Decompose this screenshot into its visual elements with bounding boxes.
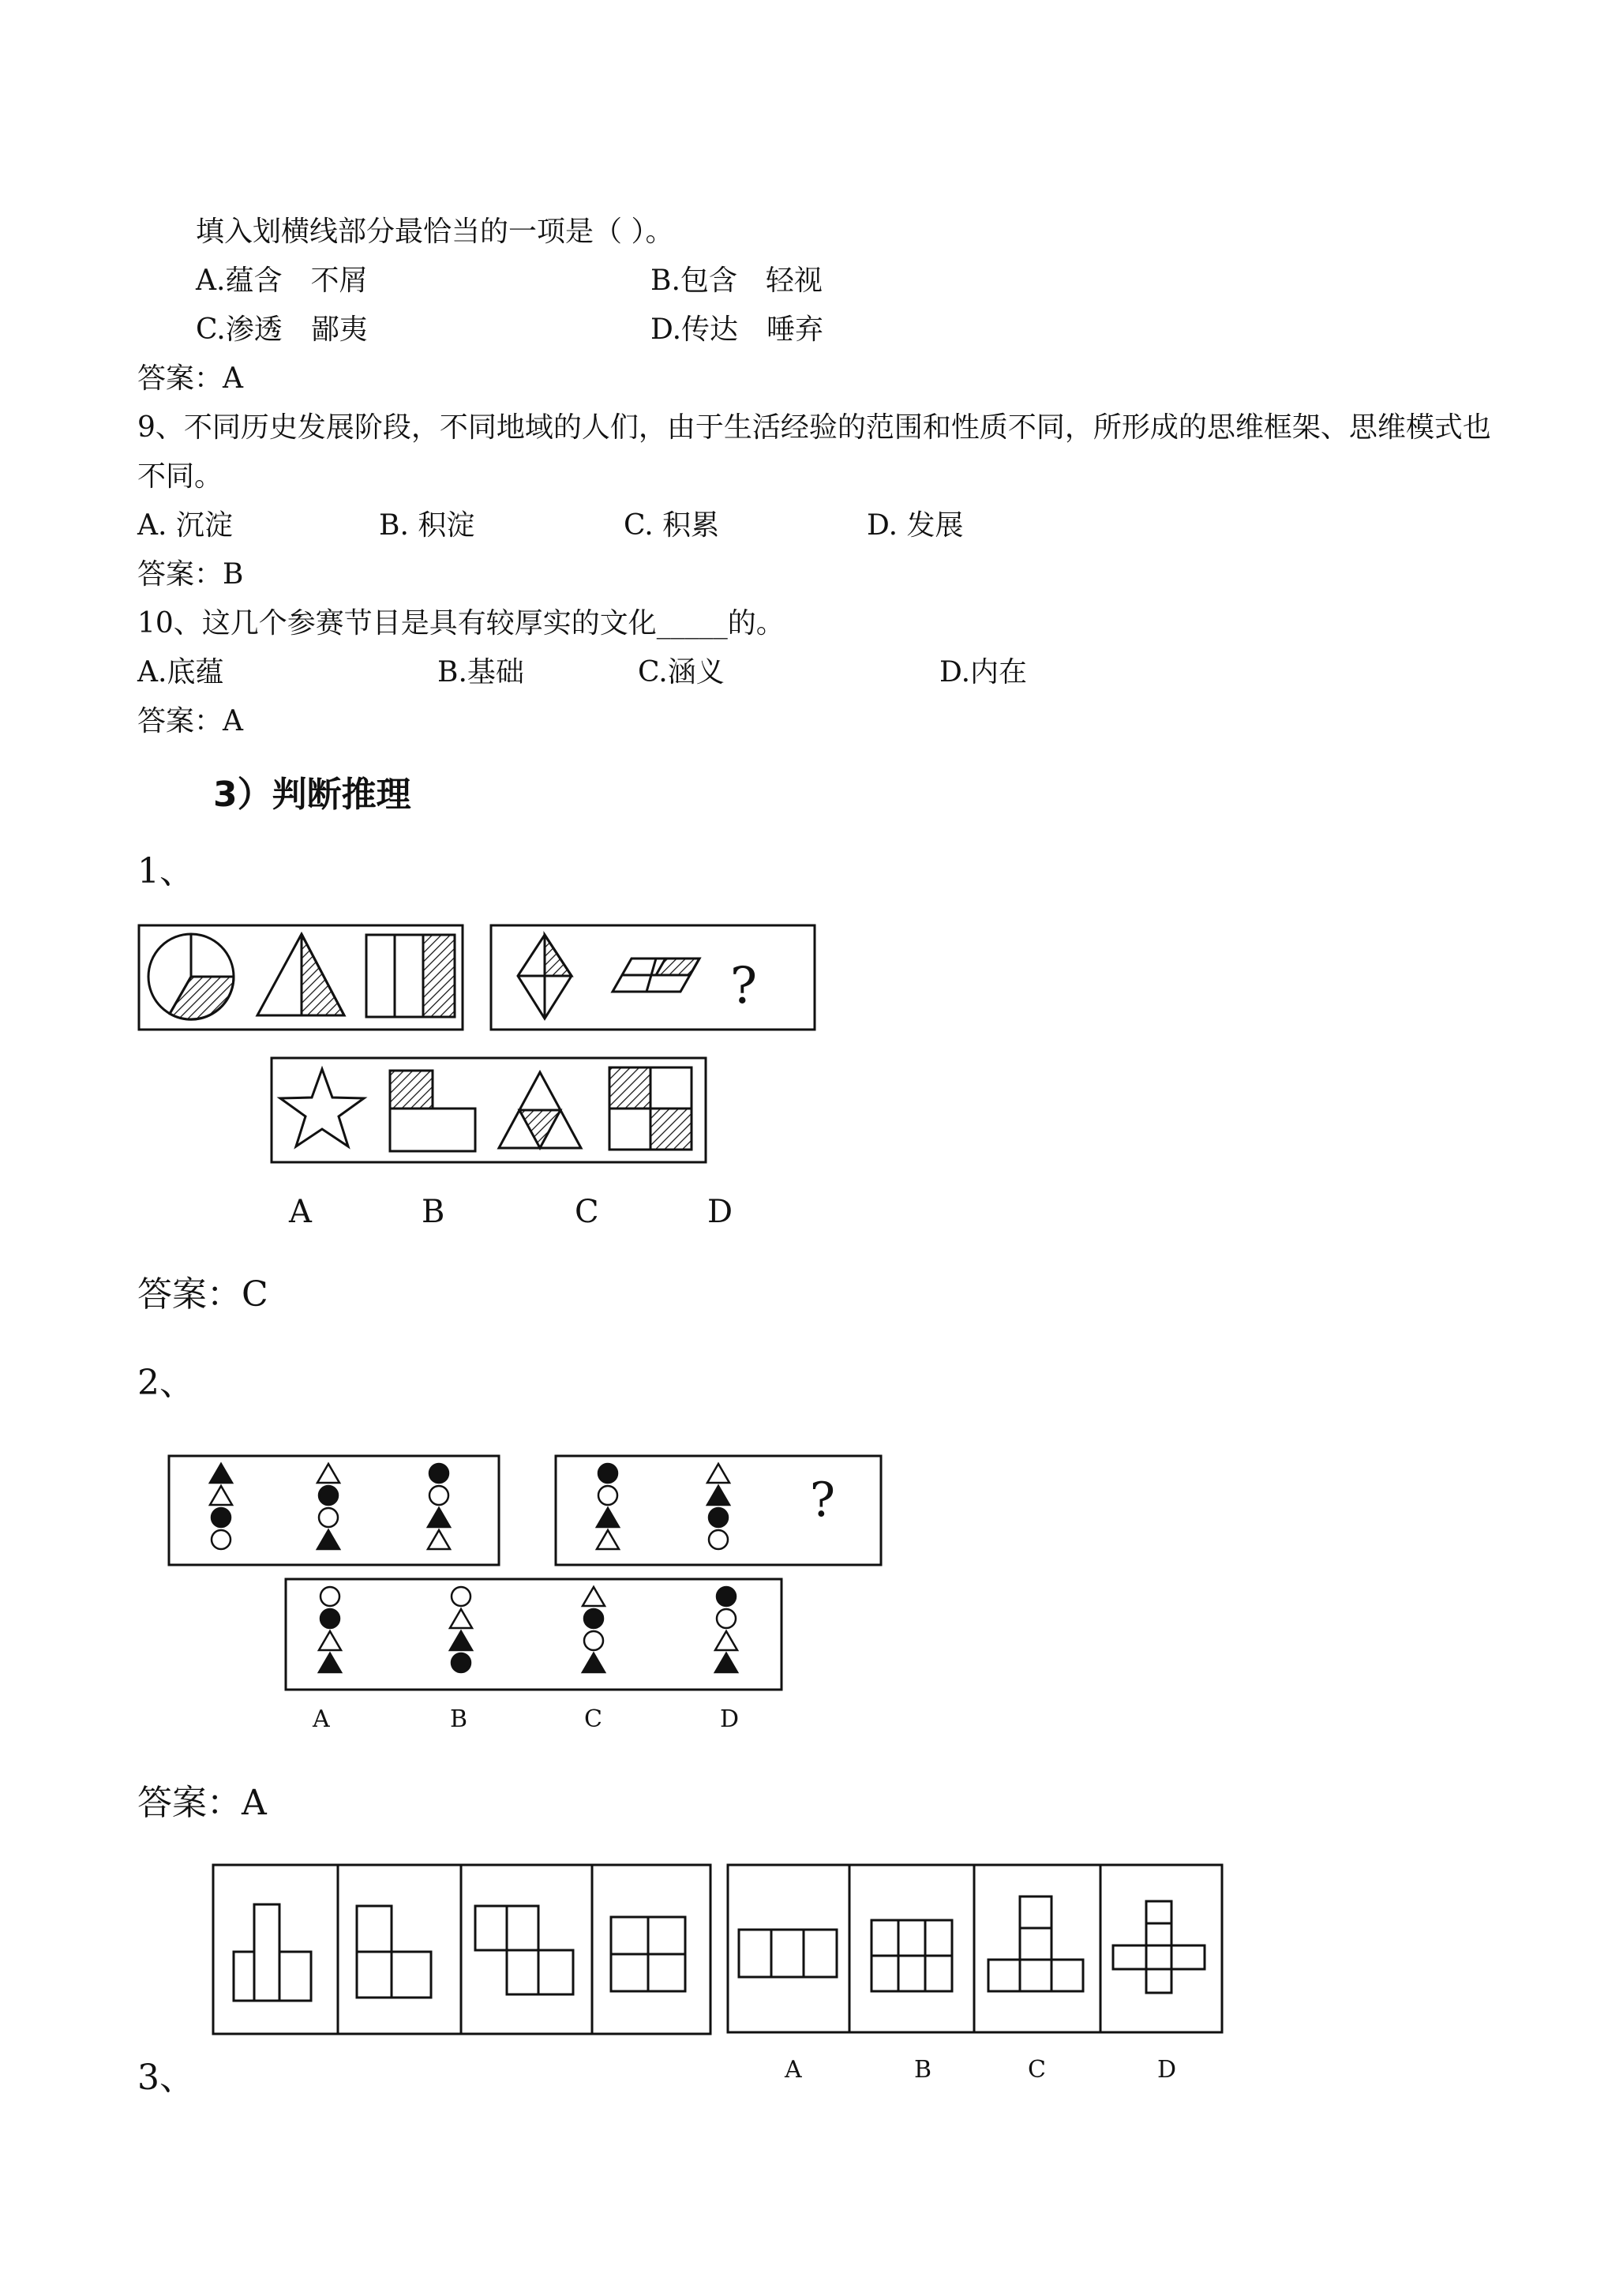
filled-triangle-icon xyxy=(597,1508,619,1527)
r1-number: 1、 xyxy=(137,851,194,891)
r2-symbol-column-icon xyxy=(317,1464,339,1549)
q9-stem-line2: 不同。 xyxy=(137,460,223,493)
r2-figure xyxy=(0,1445,1623,1698)
r3-q2-shape-icon xyxy=(357,1906,431,1998)
r2-symbol-column-icon xyxy=(450,1587,472,1672)
r3-q1-shape-icon xyxy=(234,1904,311,2001)
filled-circle-icon xyxy=(319,1486,338,1505)
r2-label-a: A xyxy=(313,1705,330,1733)
q10-option-b: B.基础 xyxy=(437,656,524,688)
r3-label-b: B xyxy=(914,2056,932,2084)
q8-answer: 答案：A xyxy=(137,362,243,395)
r2-label-b: B xyxy=(450,1705,468,1733)
r2-question-mark: ? xyxy=(809,1473,836,1528)
r2-shape-columns xyxy=(210,1464,737,1672)
triangle-icon xyxy=(319,1631,341,1650)
r3-option-c-shape-icon xyxy=(988,1896,1083,1991)
r2-symbol-column-icon xyxy=(707,1464,729,1549)
r1-triangle-icon xyxy=(257,934,344,1015)
q9-answer: 答案：B xyxy=(137,558,244,591)
r1-option-b-lshape-icon xyxy=(390,1071,475,1151)
q10-answer: 答案：A xyxy=(137,705,243,737)
r3-option-a-shape-icon xyxy=(739,1930,837,1977)
q8-stem: 填入划横线部分最恰当的一项是（ ）。 xyxy=(196,216,674,248)
triangle-icon xyxy=(428,1530,450,1549)
circle-icon xyxy=(212,1530,231,1549)
filled-triangle-icon xyxy=(583,1653,605,1672)
r3-label-d: D xyxy=(1157,2056,1177,2084)
r1-label-a: A xyxy=(289,1194,312,1230)
r1-circle-icon xyxy=(148,934,234,1019)
circle-icon xyxy=(584,1631,603,1650)
r2-symbol-column-icon xyxy=(583,1587,605,1672)
r3-label-a: A xyxy=(785,2056,802,2084)
circle-icon xyxy=(429,1486,448,1505)
filled-triangle-icon xyxy=(317,1530,339,1549)
r3-q3-shape-icon xyxy=(475,1906,573,1994)
filled-triangle-icon xyxy=(319,1653,341,1672)
r2-symbol-column-icon xyxy=(597,1464,619,1549)
section-title: 3）判断推理 xyxy=(213,775,411,815)
r1-diamond-icon xyxy=(518,935,572,1019)
q9-option-c: C. 积累 xyxy=(624,509,720,542)
q8-option-a: A.蕴含 不屑 xyxy=(196,264,368,297)
r1-label-d: D xyxy=(707,1194,733,1230)
q10-option-d: D.内在 xyxy=(939,656,1028,688)
q9-option-b: B. 积淀 xyxy=(379,509,475,542)
r2-symbol-column-icon xyxy=(210,1464,232,1549)
filled-triangle-icon xyxy=(210,1464,232,1483)
triangle-icon xyxy=(583,1587,605,1606)
filled-circle-icon xyxy=(584,1609,603,1628)
r2-symbol-column-icon xyxy=(319,1587,341,1672)
r2-answer: 答案：A xyxy=(137,1783,267,1823)
r1-parallelogram-icon xyxy=(613,959,699,992)
circle-icon xyxy=(319,1508,338,1527)
q8-option-d: D.传达 唾弃 xyxy=(650,313,824,346)
r3-number: 3、 xyxy=(137,2058,194,2098)
q10-stem: 10、这几个参赛节目是具有较厚实的文化_____的。 xyxy=(137,607,785,640)
r2-label-d: D xyxy=(720,1705,740,1733)
circle-icon xyxy=(598,1486,617,1505)
r2-label-c: C xyxy=(584,1705,602,1733)
r1-rectangle-icon xyxy=(366,935,455,1017)
filled-circle-icon xyxy=(452,1653,470,1672)
q9-option-a: A. 沉淀 xyxy=(137,509,233,542)
filled-circle-icon xyxy=(212,1508,231,1527)
q10-option-a: A.底蕴 xyxy=(137,656,224,688)
circle-icon xyxy=(320,1587,339,1606)
q8-option-c: C.渗透 鄙夷 xyxy=(196,313,368,346)
q9-option-d: D. 发展 xyxy=(867,509,964,542)
circle-icon xyxy=(717,1609,736,1628)
q8-option-b: B.包含 轻视 xyxy=(650,264,823,297)
filled-circle-icon xyxy=(709,1508,728,1527)
q9-stem-line1: 9、不同历史发展阶段，不同地域的人们，由于生活经验的范围和性质不同，所形成的思维框架、思维模式也 xyxy=(137,411,1491,444)
filled-circle-icon xyxy=(429,1464,448,1483)
triangle-icon xyxy=(317,1464,339,1483)
r2-symbol-column-icon xyxy=(715,1587,737,1672)
r3-option-d-shape-icon xyxy=(1113,1901,1205,1993)
triangle-icon xyxy=(450,1609,472,1628)
r1-answer: 答案：C xyxy=(137,1274,268,1315)
filled-triangle-icon xyxy=(428,1508,450,1527)
r1-label-c: C xyxy=(575,1194,599,1230)
r1-option-d-square-icon xyxy=(609,1067,692,1150)
filled-triangle-icon xyxy=(707,1486,729,1505)
q10-option-c: C.涵义 xyxy=(638,656,725,688)
circle-icon xyxy=(709,1530,728,1549)
r3-label-c: C xyxy=(1028,2056,1046,2084)
r2-answer-box xyxy=(286,1579,782,1690)
filled-circle-icon xyxy=(320,1609,339,1628)
r3-option-b-shape-icon xyxy=(871,1920,952,1991)
filled-triangle-icon xyxy=(715,1653,737,1672)
r3-figure xyxy=(0,1855,1623,2061)
r2-symbol-column-icon xyxy=(428,1464,450,1549)
r2-number: 2、 xyxy=(137,1363,194,1403)
r1-option-a-star-icon xyxy=(280,1069,364,1146)
r3-q4-shape-icon xyxy=(611,1917,685,1991)
r1-option-c-triangle-icon xyxy=(499,1072,581,1148)
triangle-icon xyxy=(597,1530,619,1549)
triangle-icon xyxy=(707,1464,729,1483)
filled-triangle-icon xyxy=(450,1631,472,1650)
filled-circle-icon xyxy=(598,1464,617,1483)
triangle-icon xyxy=(210,1486,232,1505)
r1-label-b: B xyxy=(422,1194,445,1230)
filled-circle-icon xyxy=(717,1587,736,1606)
circle-icon xyxy=(452,1587,470,1606)
triangle-icon xyxy=(715,1631,737,1650)
r1-question-mark: ? xyxy=(729,957,758,1015)
